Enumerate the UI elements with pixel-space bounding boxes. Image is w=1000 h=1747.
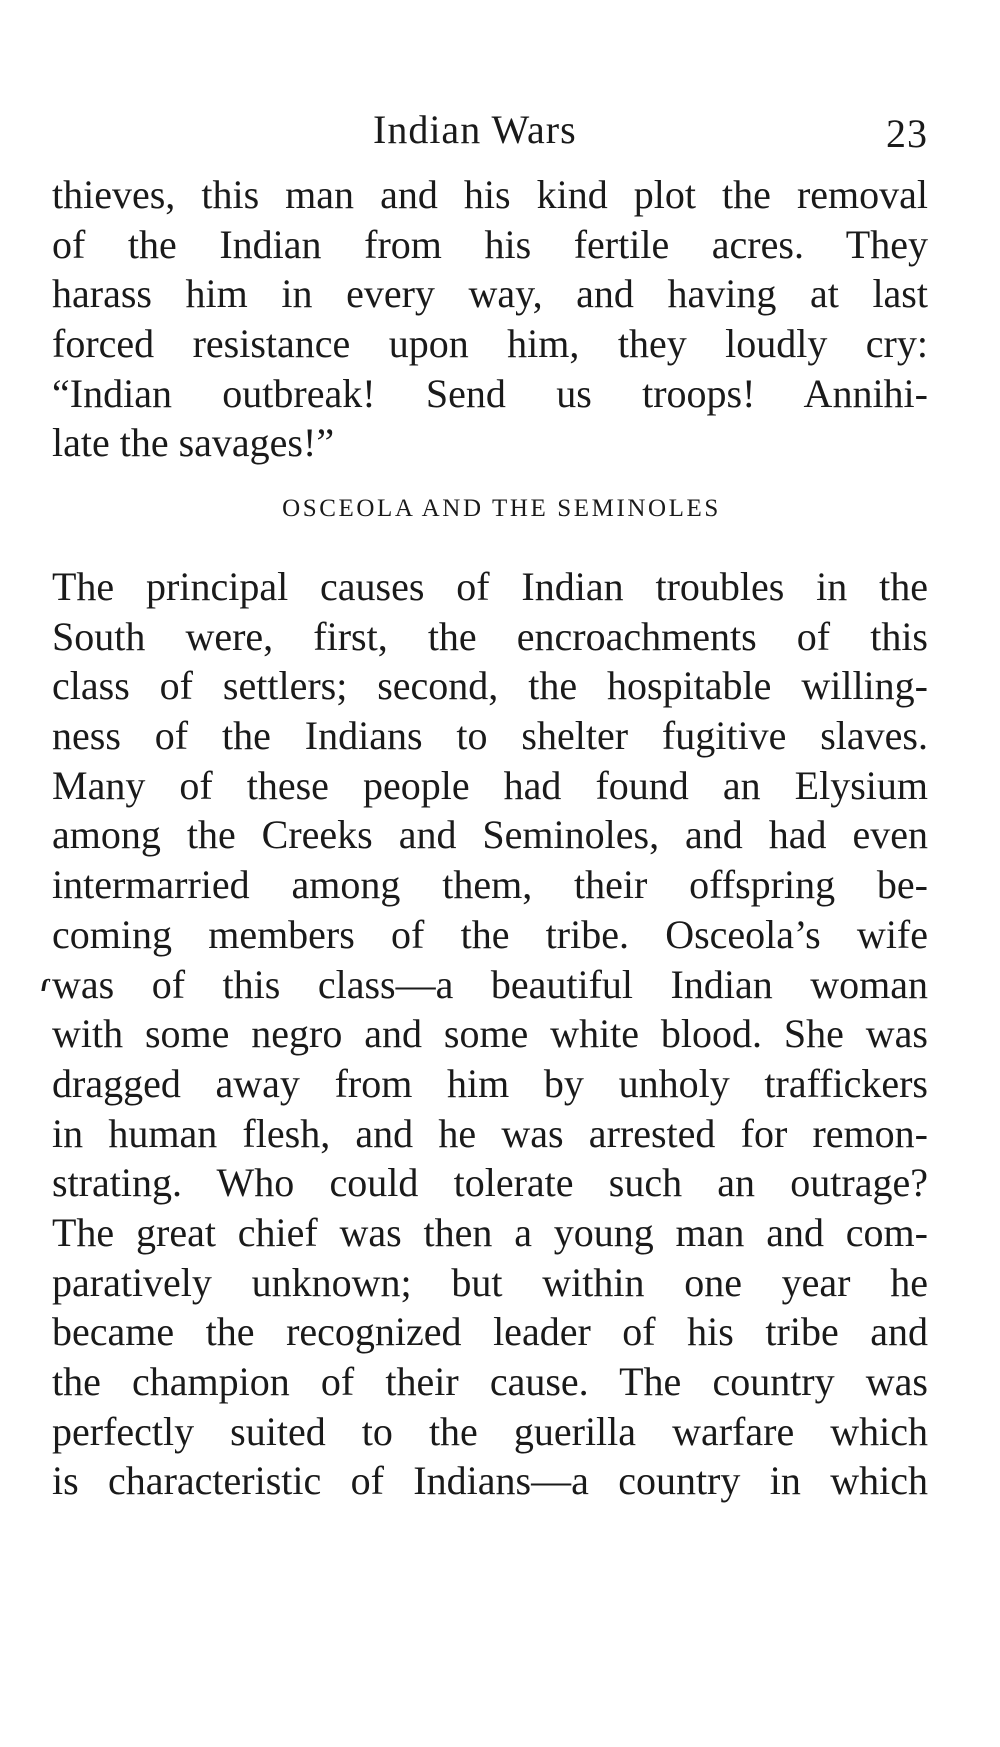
text-line: was of this class—a beautiful Indian woman xyxy=(52,961,928,1007)
running-head xyxy=(0,100,1000,160)
text-line: with some negro and some white blood. She was xyxy=(52,1011,928,1057)
section-heading xyxy=(0,495,1000,523)
margin-mark: ɾ xyxy=(40,968,52,997)
text-line: class of settlers; second, the hospitable willing- xyxy=(52,663,928,709)
text-line: in human flesh, and he was arrested for remon- xyxy=(52,1110,928,1156)
text-line: strating. Who could tolerate such an outrage? xyxy=(52,1160,928,1206)
running-title: Indian Wars xyxy=(373,107,577,152)
text-line: among the Creeks and Seminoles, and had even xyxy=(52,812,928,858)
text-line: the champion of their cause. The country was xyxy=(52,1359,928,1404)
text-line: became the recognized leader of his tribe and xyxy=(52,1309,928,1355)
text-line: of the Indian from his fertile acres. They xyxy=(52,221,928,267)
section-heading-text: OSCEOLA AND THE SEMINOLES xyxy=(282,495,721,522)
text-line: harass him in every way, and having at last xyxy=(52,271,928,317)
text-line: dragged away from him by unholy traffickers xyxy=(52,1060,928,1106)
text-line: intermarried among them, their offspring be- xyxy=(52,862,928,908)
text-line: The principal causes of Indian troubles in the xyxy=(52,564,928,609)
text-line: late the savages!” xyxy=(52,420,335,466)
page-number: 23 xyxy=(886,111,928,156)
paragraph-osceola xyxy=(52,562,928,1506)
text-line: ness of the Indians to shelter fugitive slaves. xyxy=(52,713,928,759)
text-line: perfectly suited to the guerilla warfare which xyxy=(52,1408,928,1454)
text-line: is characteristic of Indians—a country in which xyxy=(52,1458,928,1504)
paragraph-continuation xyxy=(52,170,928,468)
text-line: Many of these people had found an Elysium xyxy=(52,762,928,808)
text-line: The great chief was then a young man and com- xyxy=(52,1209,928,1255)
text-line: thieves, this man and his kind plot the removal xyxy=(52,172,928,217)
text-line: forced resistance upon him, they loudly cry: xyxy=(52,321,928,367)
text-line: “Indian outbreak! Send us troops! Annihi- xyxy=(52,370,928,416)
text-line: paratively unknown; but within one year he xyxy=(52,1259,928,1305)
text-line: South were, first, the encroachments of this xyxy=(52,613,928,659)
text-line: coming members of the tribe. Osceola’s wife xyxy=(52,911,928,957)
